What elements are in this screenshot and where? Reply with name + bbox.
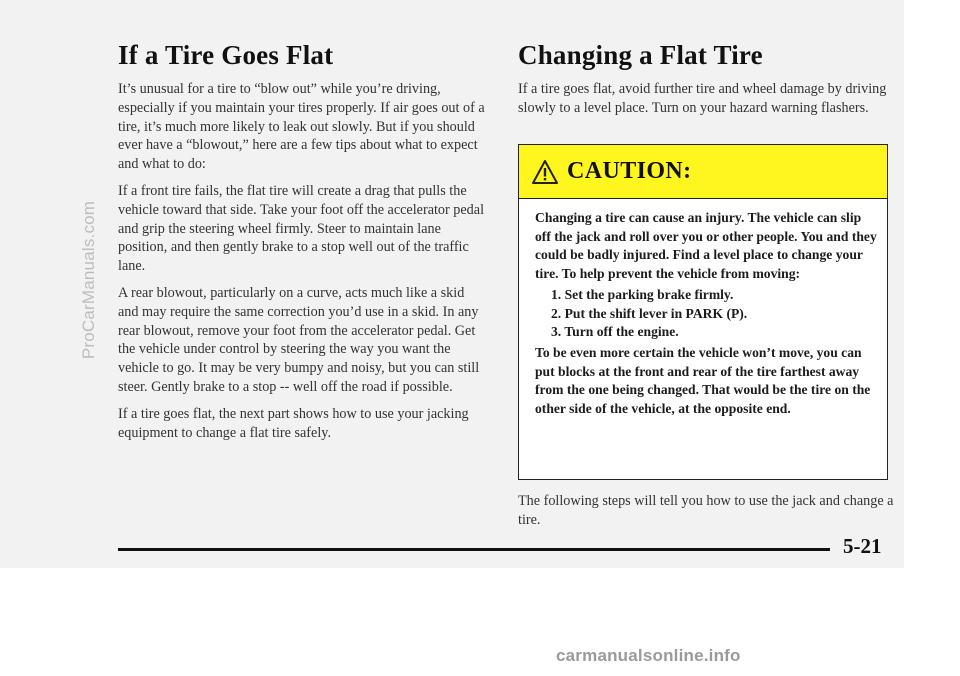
warning-triangle-icon [531, 159, 559, 185]
caution-step: 2. Put the shift lever in PARK (P). [551, 305, 748, 321]
section-heading-changing-tire: Changing a Flat Tire [518, 40, 763, 70]
page-number: 5-21 [843, 534, 882, 558]
side-watermark: ProCarManuals.com [79, 200, 98, 360]
intro-paragraph: If a tire goes flat, avoid further tire and wheel damage by driving slowly to a level place. Turn on your hazard warning flashers. [518, 81, 887, 116]
caution-header [519, 145, 887, 199]
paragraph: If a front tire fails, the flat tire will create a drag that pulls the vehicle toward that side. Take your foot off the accelerator pedal and grip the steering wheel firmly. Steer to maintain lane position, and then gently brake to a stop well out of the traffic lane. [118, 182, 485, 275]
caution-steps [535, 286, 877, 342]
right-column [518, 40, 896, 126]
caution-title: CAUTION: [567, 158, 692, 184]
caution-body [535, 209, 877, 421]
paragraph: A rear blowout, particularly on a curve, acts much like a skid and may require the same correction you’d use in a skid. In any rear blowout, remove your foot from the accelerator pedal. Get the vehicle under control by steering the way you want the vehicle to go. It may be very bumpy and noisy, but you can still steer. Gently brake to a stop -- well off the road if possible. [118, 284, 480, 395]
closing-paragraph: The following steps will tell you how to use the jack and change a tire. [518, 493, 894, 528]
bottom-watermark: carmanualsonline.info [556, 646, 741, 665]
caution-step: 3. Turn off the engine. [551, 324, 679, 340]
footer-rule [118, 548, 830, 551]
caution-step: 1. Set the parking brake firmly. [551, 286, 734, 302]
caution-text-additional: To be even more certain the vehicle won’t move, you can put blocks at the front and rear of the tire farthest away from the one being changed. That would be the tire on the other side of the vehicle, at the opposite end. [535, 344, 871, 417]
paragraph: It’s unusual for a tire to “blow out” while you’re driving, especially if you maintain your tires properly. If air goes out of a tire, it’s much more likely to leak out slowly. But if you should ever have a “blowout,” here are a few tips about what to expect and what to do: [118, 81, 485, 173]
left-column [118, 40, 488, 450]
caution-box [518, 144, 888, 480]
section-heading-flat-tire: If a Tire Goes Flat [118, 40, 334, 70]
caution-text: Changing a tire can cause an injury. The vehicle can slip off the jack and roll over you or other people. You and they could be badly injured. Find a level place to change your tire. To help prevent the vehicle from moving: [535, 210, 877, 282]
paragraph: If a tire goes flat, the next part shows how to use your jacking equipment to change a flat tire safely. [118, 405, 469, 441]
